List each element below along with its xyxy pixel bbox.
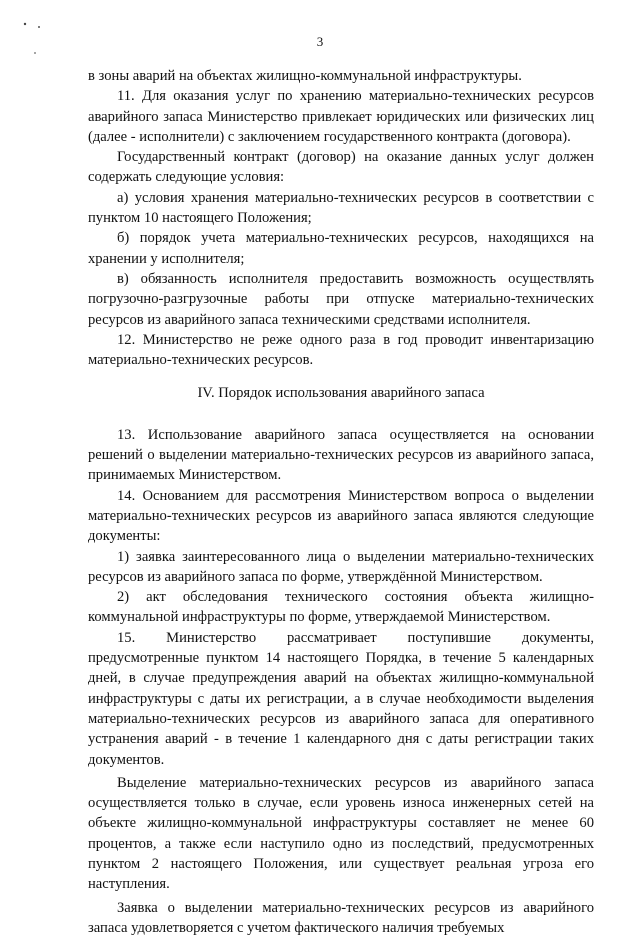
paragraph: 13. Использование аварийного запаса осуществляется на основании решений о выделении материально-технических ресурсов из аварийного запаса, принимаемых Министерством.	[88, 426, 594, 484]
paragraph: 2) акт обследования технического состояния объекта жилищно-коммунальной инфраструктуры по форме, утверждаемой Министерством.	[88, 589, 594, 626]
document-body	[88, 66, 594, 938]
paragraph: Выделение материально-технических ресурсов из аварийного запаса осуществляется только в случае, если уровень износа инженерных сетей на объекте жилищно-коммунальной инфраструктуры составляет не менее 60 процентов, а также если наступило одно из последствий, предусмотренных пунктом 2 настоящего Положения, или существует реальная угроза его наступления.	[88, 774, 594, 893]
paragraph: Государственный контракт (договор) на оказание данных услуг должен содержать следующие условия:	[88, 149, 594, 186]
section-heading: IV. Порядок использования аварийного запаса	[197, 385, 485, 402]
paragraph: 12. Министерство не реже одного раза в год проводит инвентаризацию материально-технических ресурсов.	[88, 331, 594, 369]
page-number: 3	[316, 34, 324, 49]
paragraph: Заявка о выделении материально-технических ресурсов из аварийного запаса удовлетворяется с учетом фактического наличия требуемых	[88, 899, 594, 936]
paragraph: в зоны аварий на объектах жилищно-коммунальной инфраструктуры.	[88, 68, 522, 84]
paragraph: 15. Министерство рассматривает поступившие документы, предусмотренные пунктом 14 настоящего Порядка, в течение 5 календарных дней, в случае предупреждения аварий на объектах жилищно-коммунальной инфраструктуры с даты их регистрации, а в случае необходимости выделения материально-технических ресурсов из аварийного запаса для оперативного устранения аварий - в течение 1 календарного дня с даты регистрации таких документов.	[88, 629, 594, 768]
paragraph: 14. Основанием для рассмотрения Министерством вопроса о выделении материально-технических ресурсов из аварийного запаса являются следующие документы:	[88, 487, 594, 545]
paragraph: 1) заявка заинтересованного лица о выделении материально-технических ресурсов из аварийного запаса по форме, утверждённой Министерством.	[88, 548, 594, 585]
paragraph: 11. Для оказания услуг по хранению материально-технических ресурсов аварийного запаса Министерство привлекает юридических или физических лиц (далее - исполнители) с заключением государственного контракта (договора).	[88, 88, 594, 145]
paragraph: в) обязанность исполнителя предоставить возможность осуществлять погрузочно-разгрузочные работы при отпуске материально-технических ресурсов из аварийного запаса техническими средствами исполнителя.	[88, 270, 594, 328]
paragraph: б) порядок учета материально-технических ресурсов, находящихся на хранении у исполнителя;	[88, 230, 594, 267]
paragraph: а) условия хранения материально-технических ресурсов в соответствии с пунктом 10 настоящего Положения;	[88, 189, 594, 227]
